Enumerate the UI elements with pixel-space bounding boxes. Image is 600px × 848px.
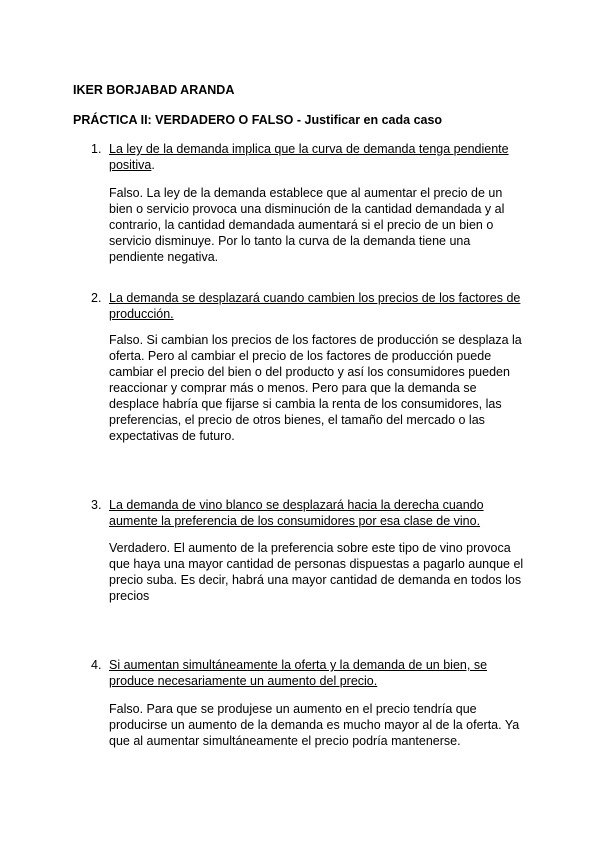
item-number: 2. xyxy=(91,291,102,305)
item-answer: Falso. Si cambian los precios de los factores de producción se desplaza la oferta. Pero al cambiar el precio de los factores de producción puede cambiar el precio del bien o del producto y así los consumidores pueden reaccionar y comprar más o menos. Pero para que la demanda se desplace habría que fijarse si cambia la renta de los consumidores, las preferencias, el precio de otros bienes, el tamaño del mercado o las expectativas de futuro. xyxy=(109,333,522,443)
item-number: 1. xyxy=(91,142,102,156)
question-text: La demanda se desplazará cuando cambien los precios de los factores de producción. xyxy=(109,291,521,321)
document-title: PRÁCTICA II: VERDADERO O FALSO - Justificar en cada caso xyxy=(73,113,443,127)
item-question xyxy=(109,657,524,689)
question-suffix: . xyxy=(151,158,155,172)
question-text: La ley de la demanda implica que la curva de demanda tenga pendiente positiva xyxy=(109,142,509,172)
item-answer: Verdadero. El aumento de la preferencia sobre este tipo de vino provoca que haya una mayor cantidad de personas dispuestas a pagarlo aunque el precio suba. Es decir, habrá una mayor cantidad de demanda en todos los precios xyxy=(109,541,524,603)
item-question xyxy=(109,290,524,322)
item-question xyxy=(109,497,524,529)
item-answer: Falso. Para que se produjese un aumento en el precio tendría que producirse un aumento de la demanda es mucho mayor al de la oferta. Ya que al aumentar simultáneamente el precio podría mantenerse. xyxy=(109,702,520,748)
item-number: 3. xyxy=(91,498,102,512)
item-number: 4. xyxy=(91,658,102,672)
item-question xyxy=(109,141,524,173)
author-name: IKER BORJABAD ARANDA xyxy=(73,83,235,97)
question-text: Si aumentan simultáneamente la oferta y la demanda de un bien, se produce necesariamente un aumento del precio. xyxy=(109,658,488,688)
item-answer: Falso. La ley de la demanda establece que al aumentar el precio de un bien o servicio provoca una disminución de la cantidad demandada y al contrario, la cantidad demandada aumentará si el precio de un bien o servicio disminuye. Por lo tanto la curva de la demanda tiene una pendiente negativa. xyxy=(109,186,505,264)
question-text: La demanda de vino blanco se desplazará hacia la derecha cuando aumente la preferencia de los consumidores por esa clase de vino. xyxy=(109,498,484,528)
